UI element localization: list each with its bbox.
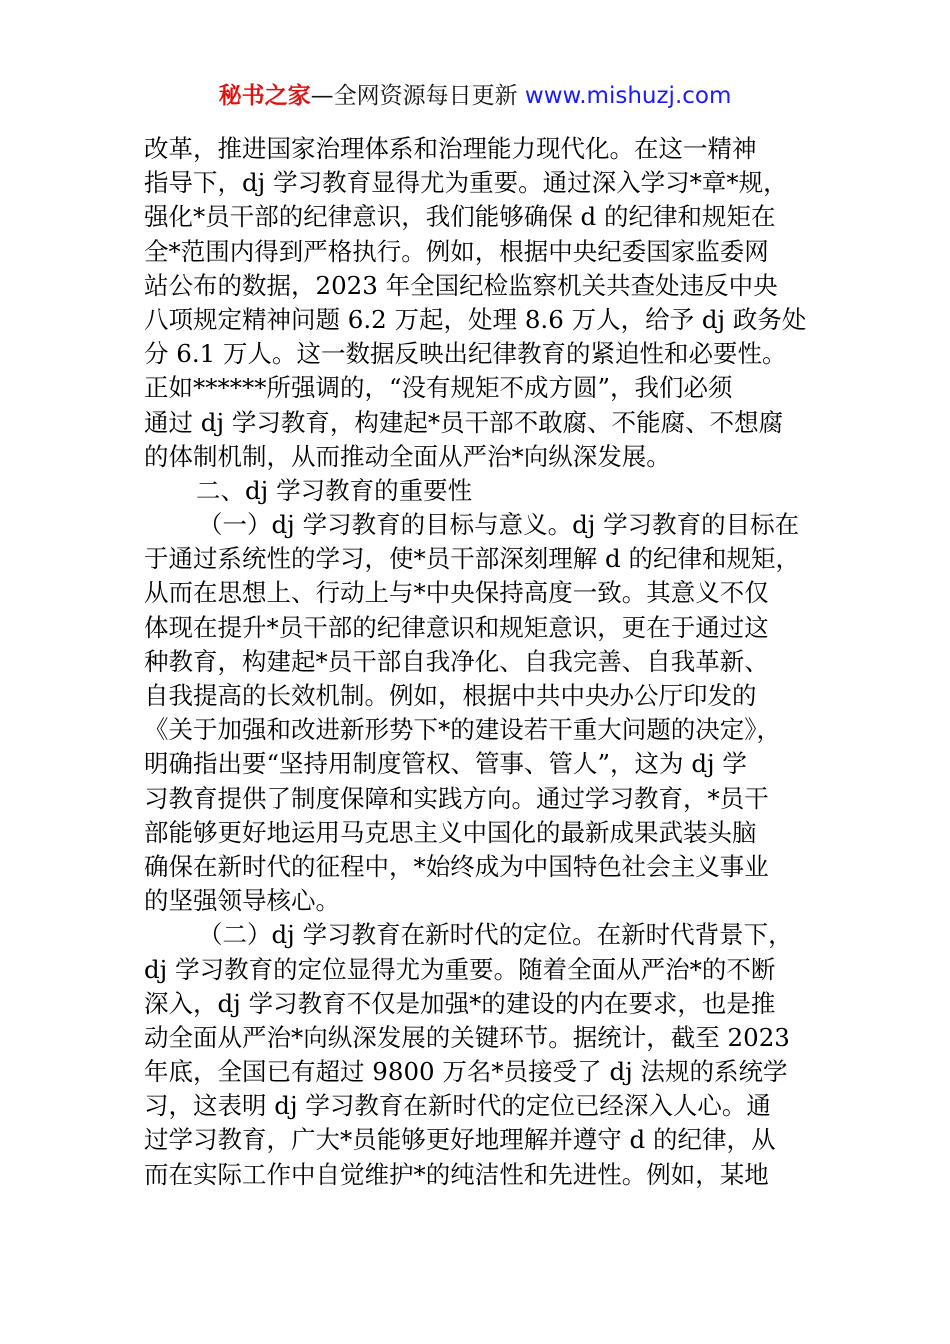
- paragraph-line: 改革，推进国家治理体系和治理能力现代化。在这一精神: [144, 134, 757, 163]
- paragraph-line: 明确指出要“坚持用制度管权、管事、管人”，这为 dj 学: [144, 749, 747, 779]
- paragraph-line: 而在实际工作中自觉维护*的纯洁性和先进性。例如，某地: [144, 1159, 769, 1189]
- paragraph-line: 深入，dj 学习教育不仅是加强*的建设的内在要求，也是推: [144, 988, 776, 1018]
- paragraph-line: 《关于加强和改进新形势下*的建设若干重大问题的决定》，: [144, 715, 781, 745]
- paragraph-line: 习，这表明 dj 学习教育在新时代的定位已经深入人心。通: [144, 1091, 771, 1121]
- paragraph-line: 正如******所强调的，“没有规矩不成方圆”，我们必须: [144, 373, 733, 403]
- paragraph-line: 的体制机制，从而推动全面从严治*向纵深发展。: [144, 441, 671, 471]
- paragraph-line: 八项规定精神问题 6.2 万起，处理 8.6 万人，给予 dj 政务处: [144, 304, 807, 334]
- site-tagline: —全网资源每日更新: [310, 83, 525, 109]
- paragraph-line: 动全面从严治*向纵深发展的关键环节。据统计，截至 2023: [144, 1022, 790, 1052]
- section-heading: 二、dj 学习教育的重要性: [196, 475, 473, 505]
- paragraph-line: 从而在思想上、行动上与*中央保持高度一致。其意义不仅: [144, 578, 769, 608]
- paragraph-line: 部能够更好地运用马克思主义中国化的最新成果武装头脑: [144, 817, 757, 847]
- paragraph-line: 年底，全国已有超过 9800 万名*员接受了 dj 法规的系统学: [144, 1057, 788, 1087]
- paragraph-line: 过学习教育，广大*员能够更好地理解并遵守 d 的纪律，从: [144, 1125, 776, 1155]
- paragraph-line: 确保在新时代的征程中，*始终成为中国特色社会主义事业: [144, 851, 769, 881]
- subsection-line: （一）dj 学习教育的目标与意义。dj 学习教育的目标在: [198, 510, 800, 540]
- paragraph-line: 习教育提供了制度保障和实践方向。通过学习教育，*员干: [144, 783, 769, 813]
- site-name: 秘书之家: [218, 83, 311, 109]
- paragraph-line: 强化*员干部的纪律意识，我们能够确保 d 的纪律和规矩在: [144, 202, 776, 232]
- paragraph-line: 分 6.1 万人。这一数据反映出纪律教育的紧迫性和必要性。: [144, 339, 787, 369]
- paragraph-line: 自我提高的长效机制。例如，根据中共中央办公厅印发的: [144, 681, 757, 710]
- paragraph-line: 站公布的数据，2023 年全国纪检监察机关共查处违反中央: [144, 270, 778, 300]
- paragraph-line: 种教育，构建起*员干部自我净化、自我完善、自我革新、: [144, 646, 769, 676]
- paragraph-line: dj 学习教育的定位显得尤为重要。随着全面从严治*的不断: [144, 954, 776, 984]
- paragraph-line: 体现在提升*员干部的纪律意识和规矩意识，更在于通过这: [144, 612, 769, 642]
- paragraph-line: 的坚强领导核心。: [144, 886, 340, 916]
- paragraph-line: 于通过系统性的学习，使*员干部深刻理解 d 的纪律和规矩，: [144, 544, 801, 574]
- document-body: [144, 132, 824, 1192]
- paragraph-line: 指导下，dj 学习教育显得尤为重要。通过深入学习*章*规，: [144, 168, 788, 198]
- subsection-line: （二）dj 学习教育在新时代的定位。在新时代背景下，: [198, 920, 793, 950]
- paragraph-line: 通过 dj 学习教育，构建起*员干部不敢腐、不能腐、不想腐: [144, 407, 784, 437]
- site-header: [0, 80, 950, 112]
- paragraph-line: 全*范围内得到严格执行。例如，根据中央纪委国家监委网: [144, 236, 769, 266]
- site-url-link[interactable]: www.mishuzj.com: [524, 83, 732, 109]
